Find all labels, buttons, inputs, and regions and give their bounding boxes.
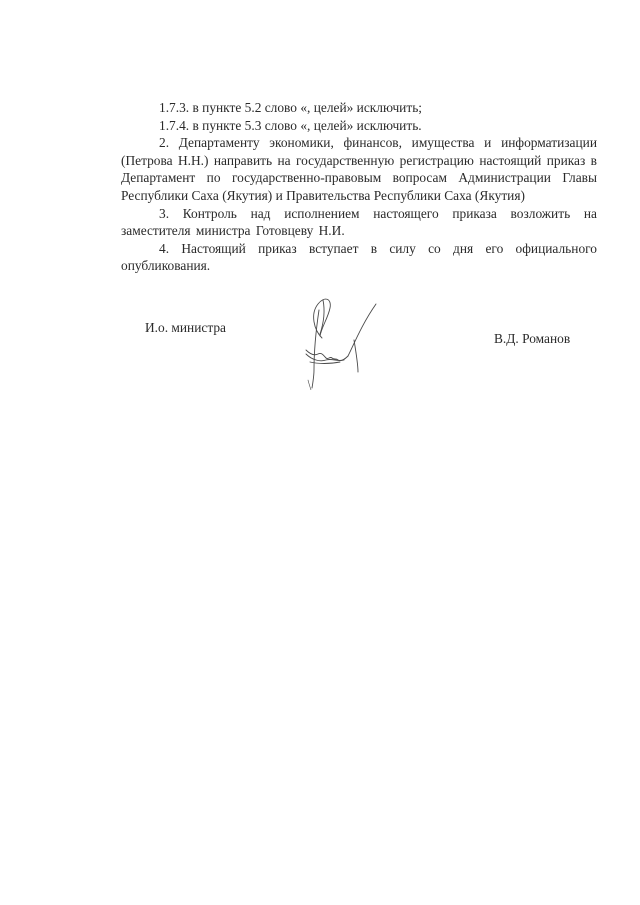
handwritten-signature (292, 290, 382, 390)
signatory-title: И.о. министра (145, 320, 226, 335)
paragraph-3: 3. Контроль над исполнением настоящего приказа возложить на заместителя министра Готовцеву Н.И. (121, 205, 597, 239)
paragraph-1-7-4: 1.7.4. в пункте 5.3 слово «, целей» исключить. (159, 117, 422, 133)
paragraph-4: 4. Настоящий приказ вступает в силу со дня его официального опубликования. (121, 240, 597, 274)
paragraph-1-7-3: 1.7.3. в пункте 5.2 слово «, целей» исключить; (159, 100, 423, 115)
paragraph-2: 2. Департаменту экономики, финансов, имущества и информатизации (Петрова Н.Н.) направить на государственную регистрацию настоящий приказ в Департамент по государственно-правовым вопросам Администрации Главы Республики Саха (Якутия) и Правительства Республики Саха (Якутия) (121, 135, 597, 203)
signatory-name: В.Д. Романов (494, 331, 571, 346)
